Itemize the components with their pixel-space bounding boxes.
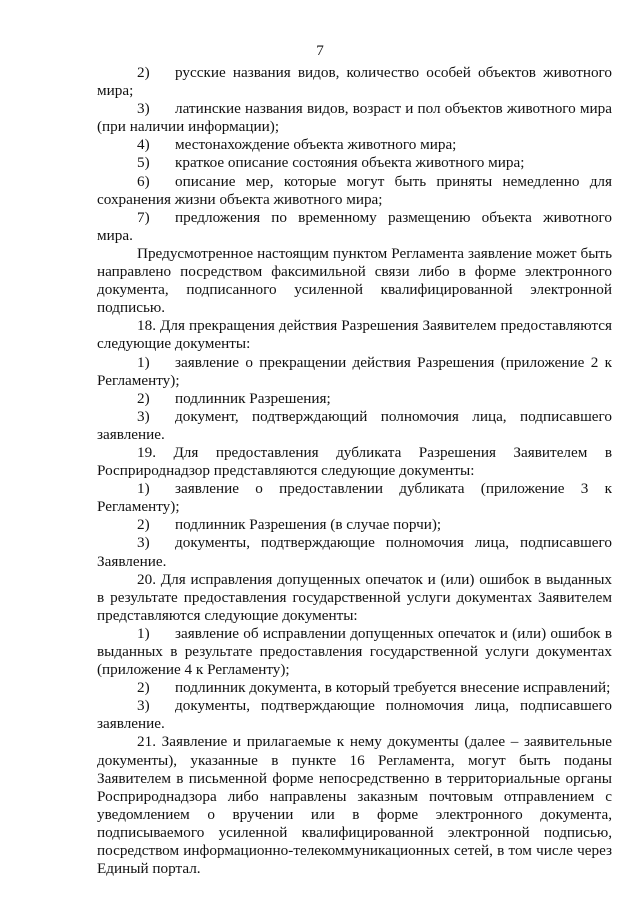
- list-item-number: 2): [137, 64, 150, 81]
- list-item: [97, 534, 612, 570]
- list-item-number: 4): [137, 136, 150, 154]
- list-item: [97, 154, 612, 172]
- paragraph: 18. Для прекращения действия Разрешения Заявителем предоставляются следующие документы:: [97, 317, 612, 353]
- list-item: [97, 100, 612, 136]
- list-item-text: заявление об исправлении допущенных опечаток и (или) ошибок в выданных в результате предоставления государственной услуги документах (приложение 4 к Регламенту);: [97, 624, 612, 679]
- list-item-number: 3): [137, 534, 150, 552]
- paragraph: 20. Для исправления допущенных опечаток и (или) ошибок в выданных в результате предоставления государственной услуги документах Заявителем представляются следующие документы:: [97, 570, 612, 624]
- page-number: 7: [316, 42, 324, 59]
- paragraph: Предусмотренное настоящим пунктом Регламента заявление может быть направлено посредством факсимильной связи либо в форме электронного документа, подписанного усиленной квалифицированной электронной подписью.: [97, 244, 612, 317]
- list-item-number: 3): [137, 100, 150, 118]
- list-item-number: 5): [137, 154, 150, 172]
- list-item: [97, 697, 612, 733]
- list-item-text: документ, подтверждающий полномочия лица, подписавшего заявление.: [97, 407, 612, 443]
- list-item-number: 6): [137, 172, 150, 190]
- list-item: [97, 480, 612, 516]
- list-item-number: 3): [137, 407, 150, 425]
- list-item-number: 1): [137, 353, 150, 371]
- list-item: [97, 390, 612, 408]
- list-item-text: документы, подтверждающие полномочия лица, подписавшего Заявление.: [97, 534, 612, 570]
- list-item: [97, 64, 612, 100]
- list-item-number: 2): [137, 516, 150, 534]
- paragraph: 21. Заявление и прилагаемые к нему документы (далее – заявительные документы), указанные в пункте 16 Регламента, могут быть поданы Заявителем в письменной форме непосредственно в территориальные органы Росприроднадзора либо направлены заказным почтовым отправлением с уведомлением о вручении или в форме электронного документа, подписываемого усиленной квалифицированной электронной подписью, посредством информационно-телекоммуникационных сетей, в том числе через Единый портал.: [97, 733, 612, 878]
- list-item-number: 1): [137, 624, 150, 642]
- list-item: [97, 408, 612, 444]
- list-item-text: краткое описание состояния объекта животного мира;: [175, 154, 525, 172]
- list-item-text: подлинник документа, в который требуется внесение исправлений;: [175, 679, 611, 697]
- list-item-number: 1): [137, 480, 150, 498]
- list-item-text: подлинник Разрешения;: [175, 389, 331, 407]
- paragraph: 19. Для предоставления дубликата Разрешения Заявителем в Росприроднадзор представляются следующие документы:: [97, 443, 612, 480]
- list-item-text: документы, подтверждающие полномочия лица, подписавшего заявление.: [97, 697, 612, 733]
- list-item-text: русские названия видов, количество особей объектов животного мира;: [97, 64, 612, 100]
- list-item-number: 2): [137, 679, 150, 697]
- list-item: [97, 354, 612, 390]
- list-item: [97, 679, 612, 697]
- list-item: [97, 209, 612, 245]
- list-item: [97, 136, 612, 154]
- list-item: [97, 516, 612, 534]
- list-item-text: предложения по временному размещению объекта животного мира.: [97, 208, 612, 244]
- list-item-text: латинские названия видов, возраст и пол объектов животного мира (при наличии информации);: [97, 100, 612, 136]
- list-item-number: 3): [137, 697, 150, 715]
- list-item-text: заявление о предоставлении дубликата (приложение 3 к Регламенту);: [97, 480, 612, 516]
- list-item-number: 7): [137, 208, 150, 226]
- list-item-text: описание мер, которые могут быть приняты немедленно для сохранения жизни объекта животного мира;: [97, 172, 612, 208]
- list-item-text: подлинник Разрешения (в случае порчи);: [175, 516, 442, 534]
- document-body: [97, 64, 612, 878]
- list-item-text: местонахождение объекта животного мира;: [175, 136, 457, 154]
- list-item: [97, 625, 612, 679]
- list-item: [97, 173, 612, 209]
- list-item-number: 2): [137, 389, 150, 407]
- list-item-text: заявление о прекращении действия Разрешения (приложение 2 к Регламенту);: [97, 353, 612, 389]
